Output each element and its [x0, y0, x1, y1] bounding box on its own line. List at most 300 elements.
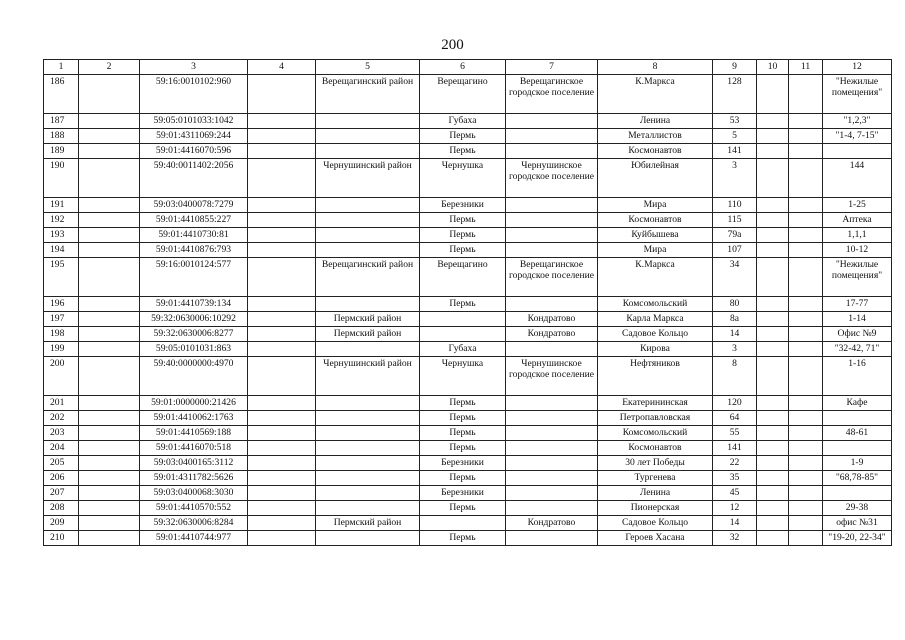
col-2-cell [79, 485, 140, 500]
col-2-cell [79, 515, 140, 530]
city-cell: Пермь [420, 395, 506, 410]
city-cell: Чернушка [420, 356, 506, 395]
premises-note: 1-9 [823, 455, 892, 470]
district-cell [316, 500, 420, 515]
row-number: 198 [44, 326, 79, 341]
col-11-cell [789, 74, 823, 113]
col-10-cell [757, 212, 789, 227]
street-cell: Петропавловская [598, 410, 713, 425]
col-10-cell [757, 500, 789, 515]
col-4-cell [248, 212, 316, 227]
col-10-cell [757, 227, 789, 242]
settlement-cell [506, 440, 598, 455]
col-2-cell [79, 128, 140, 143]
street-cell: Екатерининская [598, 395, 713, 410]
street-cell: Мира [598, 242, 713, 257]
col-4-cell [248, 440, 316, 455]
column-header: 3 [140, 60, 248, 75]
house-number: 3 [713, 341, 757, 356]
street-cell: Карла Маркса [598, 311, 713, 326]
house-number: 120 [713, 395, 757, 410]
col-10-cell [757, 326, 789, 341]
city-cell [420, 326, 506, 341]
cadastral-number: 59:32:0630006:8284 [140, 515, 248, 530]
district-cell [316, 425, 420, 440]
col-2-cell [79, 74, 140, 113]
premises-note [823, 440, 892, 455]
cadastral-number: 59:01:4410876:793 [140, 242, 248, 257]
col-2-cell [79, 257, 140, 296]
premises-note: "1,2,3" [823, 113, 892, 128]
table-body [44, 74, 892, 545]
col-10-cell [757, 341, 789, 356]
premises-note: 48-61 [823, 425, 892, 440]
city-cell: Пермь [420, 440, 506, 455]
cadastral-number: 59:32:0630006:10292 [140, 311, 248, 326]
settlement-cell [506, 341, 598, 356]
col-10-cell [757, 128, 789, 143]
district-cell: Пермский район [316, 326, 420, 341]
city-cell: Березники [420, 485, 506, 500]
street-cell: Куйбышева [598, 227, 713, 242]
col-4-cell [248, 311, 316, 326]
col-10-cell [757, 74, 789, 113]
col-11-cell [789, 500, 823, 515]
table-row [44, 242, 892, 257]
col-11-cell [789, 515, 823, 530]
col-2-cell [79, 341, 140, 356]
table-row [44, 227, 892, 242]
district-cell: Пермский район [316, 515, 420, 530]
table-row [44, 530, 892, 545]
col-2-cell [79, 410, 140, 425]
district-cell [316, 530, 420, 545]
cadastral-number: 59:03:0400078:7279 [140, 197, 248, 212]
premises-note: "32-42, 71" [823, 341, 892, 356]
street-cell: Юбилейная [598, 158, 713, 197]
col-11-cell [789, 242, 823, 257]
table-row [44, 356, 892, 395]
house-number: 12 [713, 500, 757, 515]
column-header: 8 [598, 60, 713, 75]
col-10-cell [757, 113, 789, 128]
city-cell: Пермь [420, 410, 506, 425]
col-2-cell [79, 242, 140, 257]
row-number: 190 [44, 158, 79, 197]
house-number: 34 [713, 257, 757, 296]
cadastral-number: 59:01:4416070:596 [140, 143, 248, 158]
street-cell: 30 лет Победы [598, 455, 713, 470]
cadastral-number: 59:05:0101033:1042 [140, 113, 248, 128]
col-10-cell [757, 470, 789, 485]
settlement-cell: Верещагинское городское поселение [506, 74, 598, 113]
column-header: 1 [44, 60, 79, 75]
district-cell [316, 227, 420, 242]
col-2-cell [79, 500, 140, 515]
col-10-cell [757, 296, 789, 311]
settlement-cell [506, 227, 598, 242]
settlement-cell [506, 242, 598, 257]
column-header: 9 [713, 60, 757, 75]
row-number: 193 [44, 227, 79, 242]
row-number: 189 [44, 143, 79, 158]
col-10-cell [757, 410, 789, 425]
settlement-cell [506, 296, 598, 311]
col-4-cell [248, 242, 316, 257]
col-11-cell [789, 311, 823, 326]
col-11-cell [789, 530, 823, 545]
col-2-cell [79, 212, 140, 227]
street-cell: Кирова [598, 341, 713, 356]
city-cell: Пермь [420, 212, 506, 227]
premises-note: "Нежилые помещения" [823, 257, 892, 296]
column-header: 6 [420, 60, 506, 75]
settlement-cell: Кондратово [506, 515, 598, 530]
col-4-cell [248, 296, 316, 311]
cadastral-number: 59:01:4311782:5626 [140, 470, 248, 485]
settlement-cell [506, 113, 598, 128]
table-row [44, 326, 892, 341]
house-number: 14 [713, 515, 757, 530]
premises-note: 1-14 [823, 311, 892, 326]
settlement-cell [506, 485, 598, 500]
table-row [44, 470, 892, 485]
house-number: 8 [713, 356, 757, 395]
col-2-cell [79, 311, 140, 326]
district-cell [316, 395, 420, 410]
district-cell [316, 485, 420, 500]
street-cell: Ленина [598, 113, 713, 128]
settlement-cell [506, 395, 598, 410]
col-4-cell [248, 470, 316, 485]
row-number: 207 [44, 485, 79, 500]
premises-note: 1-25 [823, 197, 892, 212]
col-11-cell [789, 128, 823, 143]
column-header: 5 [316, 60, 420, 75]
settlement-cell [506, 212, 598, 227]
col-4-cell [248, 485, 316, 500]
col-2-cell [79, 326, 140, 341]
district-cell: Чернушинский район [316, 356, 420, 395]
district-cell [316, 143, 420, 158]
house-number: 141 [713, 143, 757, 158]
street-cell: Космонавтов [598, 143, 713, 158]
house-number: 5 [713, 128, 757, 143]
cadastral-number: 59:01:4416070:518 [140, 440, 248, 455]
street-cell: Садовое Кольцо [598, 515, 713, 530]
cadastral-number: 59:40:0011402:2056 [140, 158, 248, 197]
row-number: 196 [44, 296, 79, 311]
row-number: 187 [44, 113, 79, 128]
col-4-cell [248, 143, 316, 158]
city-cell: Пермь [420, 242, 506, 257]
register-table [43, 59, 892, 546]
column-header: 2 [79, 60, 140, 75]
col-2-cell [79, 395, 140, 410]
premises-note [823, 143, 892, 158]
table-row [44, 113, 892, 128]
cadastral-number: 59:01:4410570:552 [140, 500, 248, 515]
col-2-cell [79, 143, 140, 158]
district-cell [316, 128, 420, 143]
cadastral-number: 59:01:4410739:134 [140, 296, 248, 311]
street-cell: Комсомольский [598, 425, 713, 440]
col-4-cell [248, 395, 316, 410]
row-number: 201 [44, 395, 79, 410]
col-4-cell [248, 257, 316, 296]
table-row [44, 515, 892, 530]
col-11-cell [789, 356, 823, 395]
cadastral-number: 59:03:0400165:3112 [140, 455, 248, 470]
street-cell: Космонавтов [598, 440, 713, 455]
house-number: 35 [713, 470, 757, 485]
premises-note: Кафе [823, 395, 892, 410]
district-cell: Чернушинский район [316, 158, 420, 197]
cadastral-number: 59:16:0010124:577 [140, 257, 248, 296]
city-cell: Пермь [420, 530, 506, 545]
table-row [44, 500, 892, 515]
premises-note [823, 410, 892, 425]
row-number: 203 [44, 425, 79, 440]
col-11-cell [789, 296, 823, 311]
col-10-cell [757, 425, 789, 440]
col-11-cell [789, 158, 823, 197]
col-10-cell [757, 143, 789, 158]
cadastral-number: 59:01:4410855:227 [140, 212, 248, 227]
premises-note: "68,78-85" [823, 470, 892, 485]
house-number: 3 [713, 158, 757, 197]
col-2-cell [79, 356, 140, 395]
premises-note [823, 485, 892, 500]
table-row [44, 395, 892, 410]
settlement-cell [506, 128, 598, 143]
city-cell: Губаха [420, 113, 506, 128]
col-10-cell [757, 440, 789, 455]
col-11-cell [789, 395, 823, 410]
house-number: 8а [713, 311, 757, 326]
settlement-cell [506, 470, 598, 485]
settlement-cell [506, 500, 598, 515]
col-4-cell [248, 326, 316, 341]
row-number: 206 [44, 470, 79, 485]
city-cell: Пермь [420, 296, 506, 311]
premises-note: 17-77 [823, 296, 892, 311]
street-cell: Героев Хасана [598, 530, 713, 545]
row-number: 195 [44, 257, 79, 296]
house-number: 80 [713, 296, 757, 311]
col-10-cell [757, 257, 789, 296]
col-11-cell [789, 257, 823, 296]
city-cell [420, 311, 506, 326]
premises-note: 29-38 [823, 500, 892, 515]
row-number: 210 [44, 530, 79, 545]
table-row [44, 311, 892, 326]
district-cell [316, 296, 420, 311]
col-11-cell [789, 410, 823, 425]
cadastral-number: 59:01:0000000:21426 [140, 395, 248, 410]
row-number: 199 [44, 341, 79, 356]
premises-note: "19-20, 22-34" [823, 530, 892, 545]
cadastral-number: 59:05:0101031:863 [140, 341, 248, 356]
col-4-cell [248, 500, 316, 515]
column-header: 7 [506, 60, 598, 75]
col-11-cell [789, 470, 823, 485]
settlement-cell: Кондратово [506, 311, 598, 326]
table-row [44, 455, 892, 470]
col-11-cell [789, 326, 823, 341]
house-number: 107 [713, 242, 757, 257]
table-row [44, 197, 892, 212]
col-4-cell [248, 515, 316, 530]
column-header: 12 [823, 60, 892, 75]
premises-note: 1,1,1 [823, 227, 892, 242]
settlement-cell [506, 455, 598, 470]
settlement-cell: Кондратово [506, 326, 598, 341]
house-number: 115 [713, 212, 757, 227]
city-cell: Пермь [420, 143, 506, 158]
house-number: 64 [713, 410, 757, 425]
city-cell: Верещагино [420, 74, 506, 113]
row-number: 205 [44, 455, 79, 470]
col-4-cell [248, 227, 316, 242]
col-4-cell [248, 113, 316, 128]
cadastral-number: 59:16:0010102:960 [140, 74, 248, 113]
col-2-cell [79, 113, 140, 128]
city-cell: Березники [420, 197, 506, 212]
table-row [44, 425, 892, 440]
col-4-cell [248, 74, 316, 113]
col-4-cell [248, 356, 316, 395]
district-cell [316, 197, 420, 212]
cadastral-number: 59:01:4311069:244 [140, 128, 248, 143]
col-11-cell [789, 143, 823, 158]
col-10-cell [757, 455, 789, 470]
premises-note: 1-16 [823, 356, 892, 395]
house-number: 141 [713, 440, 757, 455]
col-2-cell [79, 425, 140, 440]
premises-note: 144 [823, 158, 892, 197]
col-4-cell [248, 158, 316, 197]
table-row [44, 440, 892, 455]
house-number: 32 [713, 530, 757, 545]
cadastral-number: 59:01:4410569:188 [140, 425, 248, 440]
district-cell [316, 470, 420, 485]
table-row [44, 74, 892, 113]
col-4-cell [248, 197, 316, 212]
row-number: 209 [44, 515, 79, 530]
col-10-cell [757, 356, 789, 395]
settlement-cell [506, 425, 598, 440]
col-11-cell [789, 440, 823, 455]
street-cell: Пионерская [598, 500, 713, 515]
premises-note: Аптека [823, 212, 892, 227]
table-row [44, 143, 892, 158]
col-10-cell [757, 485, 789, 500]
col-11-cell [789, 455, 823, 470]
row-number: 192 [44, 212, 79, 227]
cadastral-number: 59:32:0630006:8277 [140, 326, 248, 341]
col-4-cell [248, 341, 316, 356]
col-4-cell [248, 128, 316, 143]
col-11-cell [789, 341, 823, 356]
house-number: 22 [713, 455, 757, 470]
row-number: 191 [44, 197, 79, 212]
district-cell [316, 440, 420, 455]
settlement-cell [506, 143, 598, 158]
street-cell: Комсомольский [598, 296, 713, 311]
district-cell: Верещагинский район [316, 74, 420, 113]
column-header: 4 [248, 60, 316, 75]
street-cell: Металлистов [598, 128, 713, 143]
district-cell [316, 341, 420, 356]
premises-note: офис №31 [823, 515, 892, 530]
col-10-cell [757, 197, 789, 212]
col-11-cell [789, 197, 823, 212]
settlement-cell [506, 410, 598, 425]
col-11-cell [789, 113, 823, 128]
col-4-cell [248, 455, 316, 470]
table-row [44, 128, 892, 143]
cadastral-number: 59:01:4410062:1763 [140, 410, 248, 425]
cadastral-number: 59:01:4410744:977 [140, 530, 248, 545]
cadastral-number: 59:40:0000000:4970 [140, 356, 248, 395]
house-number: 110 [713, 197, 757, 212]
row-number: 197 [44, 311, 79, 326]
house-number: 14 [713, 326, 757, 341]
row-number: 204 [44, 440, 79, 455]
house-number: 53 [713, 113, 757, 128]
street-cell: Нефтяников [598, 356, 713, 395]
city-cell: Губаха [420, 341, 506, 356]
street-cell: Мира [598, 197, 713, 212]
col-10-cell [757, 158, 789, 197]
premises-note: "Нежилые помещения" [823, 74, 892, 113]
city-cell: Пермь [420, 500, 506, 515]
city-cell [420, 515, 506, 530]
row-number: 188 [44, 128, 79, 143]
col-2-cell [79, 440, 140, 455]
district-cell [316, 212, 420, 227]
city-cell: Березники [420, 455, 506, 470]
col-4-cell [248, 530, 316, 545]
street-cell: К.Маркса [598, 257, 713, 296]
city-cell: Пермь [420, 227, 506, 242]
district-cell: Верещагинский район [316, 257, 420, 296]
col-10-cell [757, 395, 789, 410]
col-4-cell [248, 410, 316, 425]
street-cell: Тургенева [598, 470, 713, 485]
col-4-cell [248, 425, 316, 440]
city-cell: Верещагино [420, 257, 506, 296]
district-cell [316, 242, 420, 257]
table-row [44, 257, 892, 296]
cadastral-number: 59:03:0400068:3030 [140, 485, 248, 500]
city-cell: Пермь [420, 470, 506, 485]
col-10-cell [757, 242, 789, 257]
col-10-cell [757, 530, 789, 545]
premises-note: Офис №9 [823, 326, 892, 341]
col-11-cell [789, 227, 823, 242]
col-2-cell [79, 470, 140, 485]
col-2-cell [79, 530, 140, 545]
settlement-cell [506, 530, 598, 545]
district-cell [316, 410, 420, 425]
row-number: 200 [44, 356, 79, 395]
col-2-cell [79, 197, 140, 212]
district-cell [316, 113, 420, 128]
table-row [44, 158, 892, 197]
settlement-cell [506, 197, 598, 212]
